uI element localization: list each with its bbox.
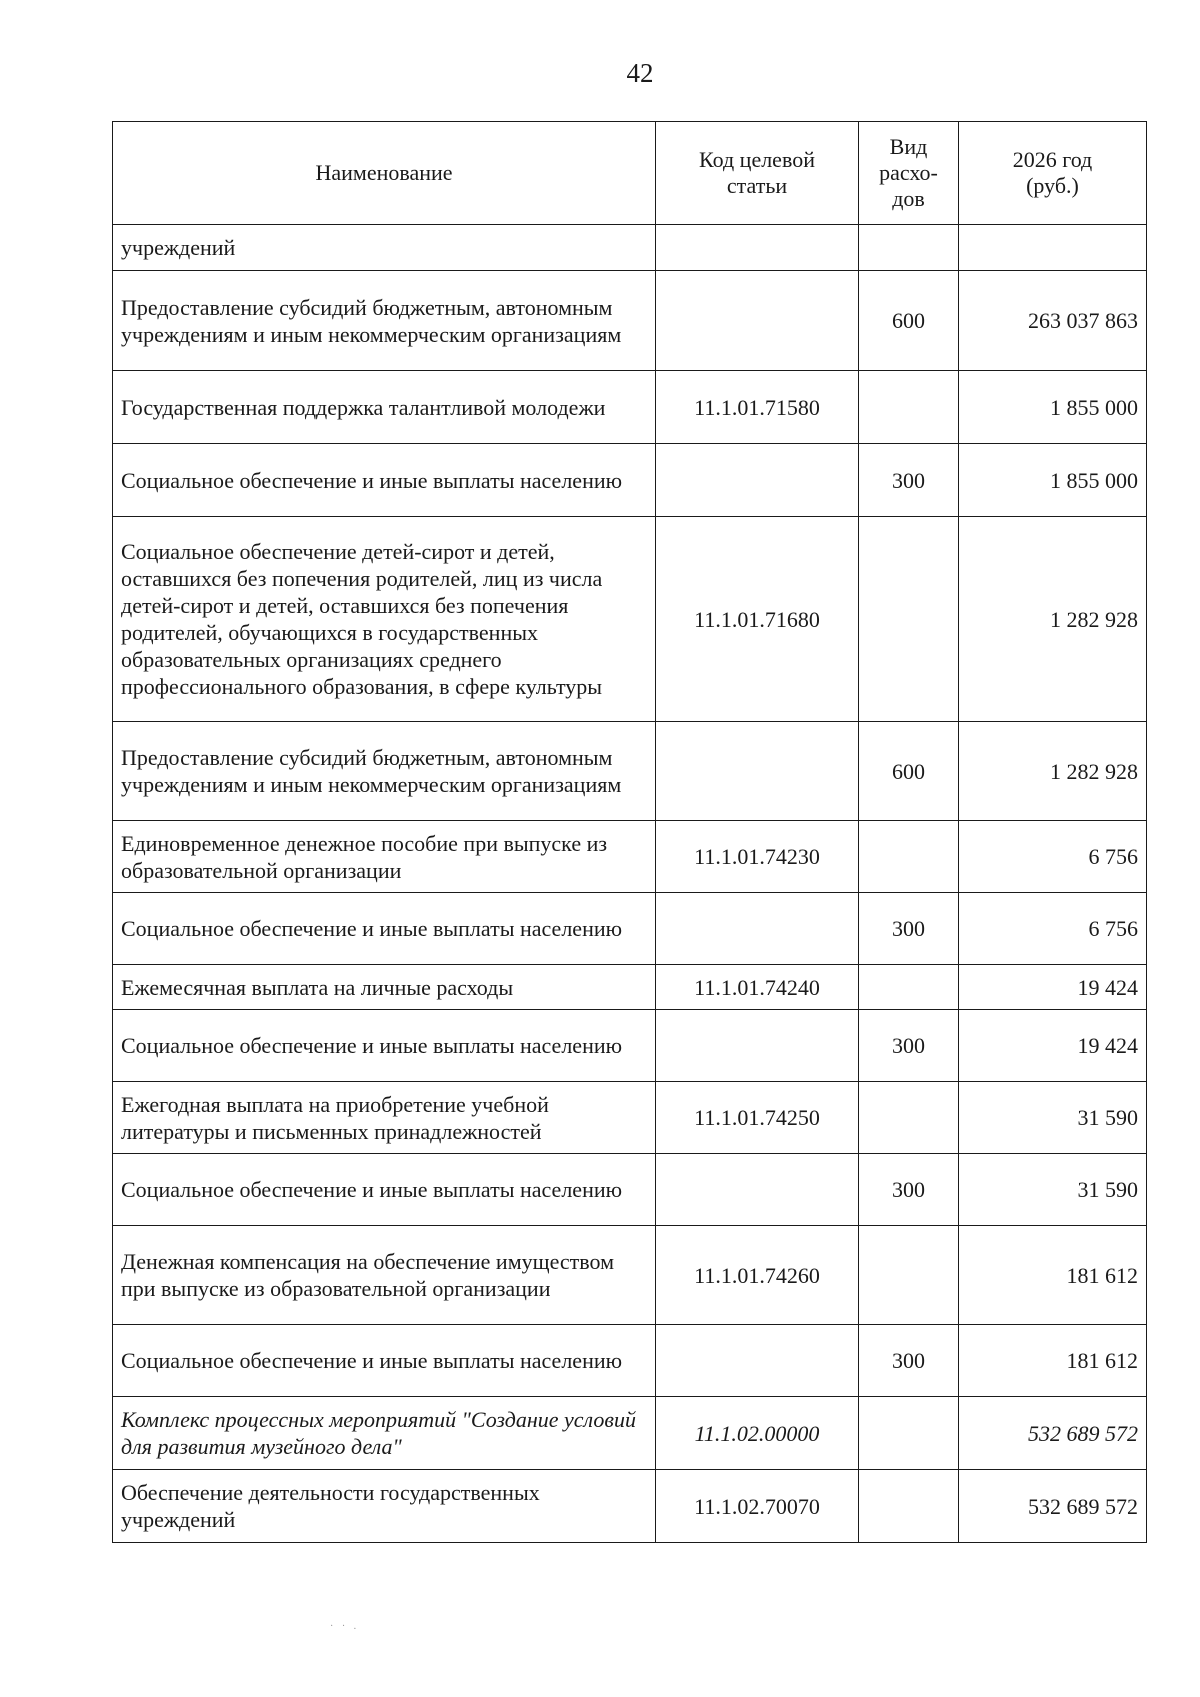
cell-name: Социальное обеспечение детей-сирот и детей, оставшихся без попечения родителей, лиц из числа детей-сирот и детей, оставшихся без попечения родителей, обучающихся в государственных образовательных организациях среднего профессионального образования, в сфере культуры	[113, 517, 656, 722]
cell-sum: 1 855 000	[959, 444, 1147, 517]
cell-name: Обеспечение деятельности государственных учреждений	[113, 1470, 656, 1543]
cell-code: 11.1.02.00000	[656, 1397, 859, 1470]
cell-code: 11.1.01.74230	[656, 821, 859, 893]
table-body	[113, 225, 1147, 1543]
cell-name: Единовременное денежное пособие при выпуске из образовательной организации	[113, 821, 656, 893]
table-row	[113, 1010, 1147, 1082]
table-row	[113, 821, 1147, 893]
cell-type: 300	[859, 1010, 959, 1082]
cell-code	[656, 225, 859, 271]
header-sum-label: 2026 год (руб.)	[1012, 147, 1093, 198]
table-row	[113, 1154, 1147, 1226]
cell-type	[859, 821, 959, 893]
cell-sum: 31 590	[959, 1154, 1147, 1226]
cell-name: Социальное обеспечение и иные выплаты населению	[113, 893, 656, 965]
cell-code	[656, 1010, 859, 1082]
table-row	[113, 1397, 1147, 1470]
table-row	[113, 1082, 1147, 1154]
cell-sum: 181 612	[959, 1325, 1147, 1397]
cell-sum: 19 424	[959, 965, 1147, 1010]
cell-type: 600	[859, 722, 959, 821]
cell-name: Социальное обеспечение и иные выплаты населению	[113, 444, 656, 517]
cell-type	[859, 1397, 959, 1470]
cell-sum: 1 282 928	[959, 517, 1147, 722]
cell-code: 11.1.02.70070	[656, 1470, 859, 1543]
table-row	[113, 965, 1147, 1010]
cell-name: Социальное обеспечение и иные выплаты населению	[113, 1154, 656, 1226]
cell-sum: 19 424	[959, 1010, 1147, 1082]
scan-artifact: · · .	[330, 1621, 360, 1632]
table-row	[113, 225, 1147, 271]
header-type	[859, 122, 959, 225]
cell-code	[656, 893, 859, 965]
header-code	[656, 122, 859, 225]
cell-name: Денежная компенсация на обеспечение имуществом при выпуске из образовательной организации	[113, 1226, 656, 1325]
cell-code: 11.1.01.74240	[656, 965, 859, 1010]
cell-sum: 31 590	[959, 1082, 1147, 1154]
cell-sum: 6 756	[959, 821, 1147, 893]
cell-type: 300	[859, 893, 959, 965]
header-code-label: Код целевой статьи	[699, 147, 815, 198]
cell-sum: 532 689 572	[959, 1397, 1147, 1470]
cell-code	[656, 722, 859, 821]
budget-table	[112, 121, 1147, 1543]
cell-code: 11.1.01.74250	[656, 1082, 859, 1154]
table-row	[113, 517, 1147, 722]
cell-type: 300	[859, 1154, 959, 1226]
cell-sum: 1 855 000	[959, 371, 1147, 444]
cell-sum: 181 612	[959, 1226, 1147, 1325]
cell-code	[656, 271, 859, 371]
table-row	[113, 271, 1147, 371]
cell-sum: 263 037 863	[959, 271, 1147, 371]
cell-code	[656, 1325, 859, 1397]
table-row	[113, 1325, 1147, 1397]
table-row	[113, 444, 1147, 517]
table-row	[113, 893, 1147, 965]
cell-name: Комплекс процессных мероприятий "Создание условий для развития музейного дела"	[113, 1397, 656, 1470]
cell-name: Государственная поддержка талантливой молодежи	[113, 371, 656, 444]
cell-sum: 532 689 572	[959, 1470, 1147, 1543]
cell-type: 600	[859, 271, 959, 371]
header-sum	[959, 122, 1147, 225]
cell-name: Предоставление субсидий бюджетным, автономным учреждениям и иным некоммерческим организациям	[113, 722, 656, 821]
cell-type: 300	[859, 444, 959, 517]
table-header-row	[113, 122, 1147, 225]
table-row	[113, 1226, 1147, 1325]
cell-code	[656, 444, 859, 517]
cell-type	[859, 517, 959, 722]
cell-sum: 6 756	[959, 893, 1147, 965]
cell-type	[859, 1470, 959, 1543]
cell-name: Предоставление субсидий бюджетным, автономным учреждениям и иным некоммерческим организациям	[113, 271, 656, 371]
cell-name: Ежегодная выплата на приобретение учебной литературы и письменных принадлежностей	[113, 1082, 656, 1154]
cell-type	[859, 965, 959, 1010]
cell-type	[859, 1082, 959, 1154]
cell-name: учреждений	[113, 225, 656, 271]
cell-type: 300	[859, 1325, 959, 1397]
cell-type	[859, 1226, 959, 1325]
cell-name: Социальное обеспечение и иные выплаты населению	[113, 1325, 656, 1397]
page-number: 42	[626, 58, 654, 88]
table-row	[113, 722, 1147, 821]
cell-name: Ежемесячная выплата на личные расходы	[113, 965, 656, 1010]
cell-type	[859, 225, 959, 271]
cell-code	[656, 1154, 859, 1226]
cell-code: 11.1.01.71680	[656, 517, 859, 722]
header-name: Наименование	[113, 122, 656, 225]
header-type-label: Вид расхо-дов	[879, 134, 938, 211]
cell-sum	[959, 225, 1147, 271]
cell-code: 11.1.01.71580	[656, 371, 859, 444]
cell-type	[859, 371, 959, 444]
cell-sum: 1 282 928	[959, 722, 1147, 821]
table-row	[113, 1470, 1147, 1543]
cell-code: 11.1.01.74260	[656, 1226, 859, 1325]
cell-name: Социальное обеспечение и иные выплаты населению	[113, 1010, 656, 1082]
table-row	[113, 371, 1147, 444]
